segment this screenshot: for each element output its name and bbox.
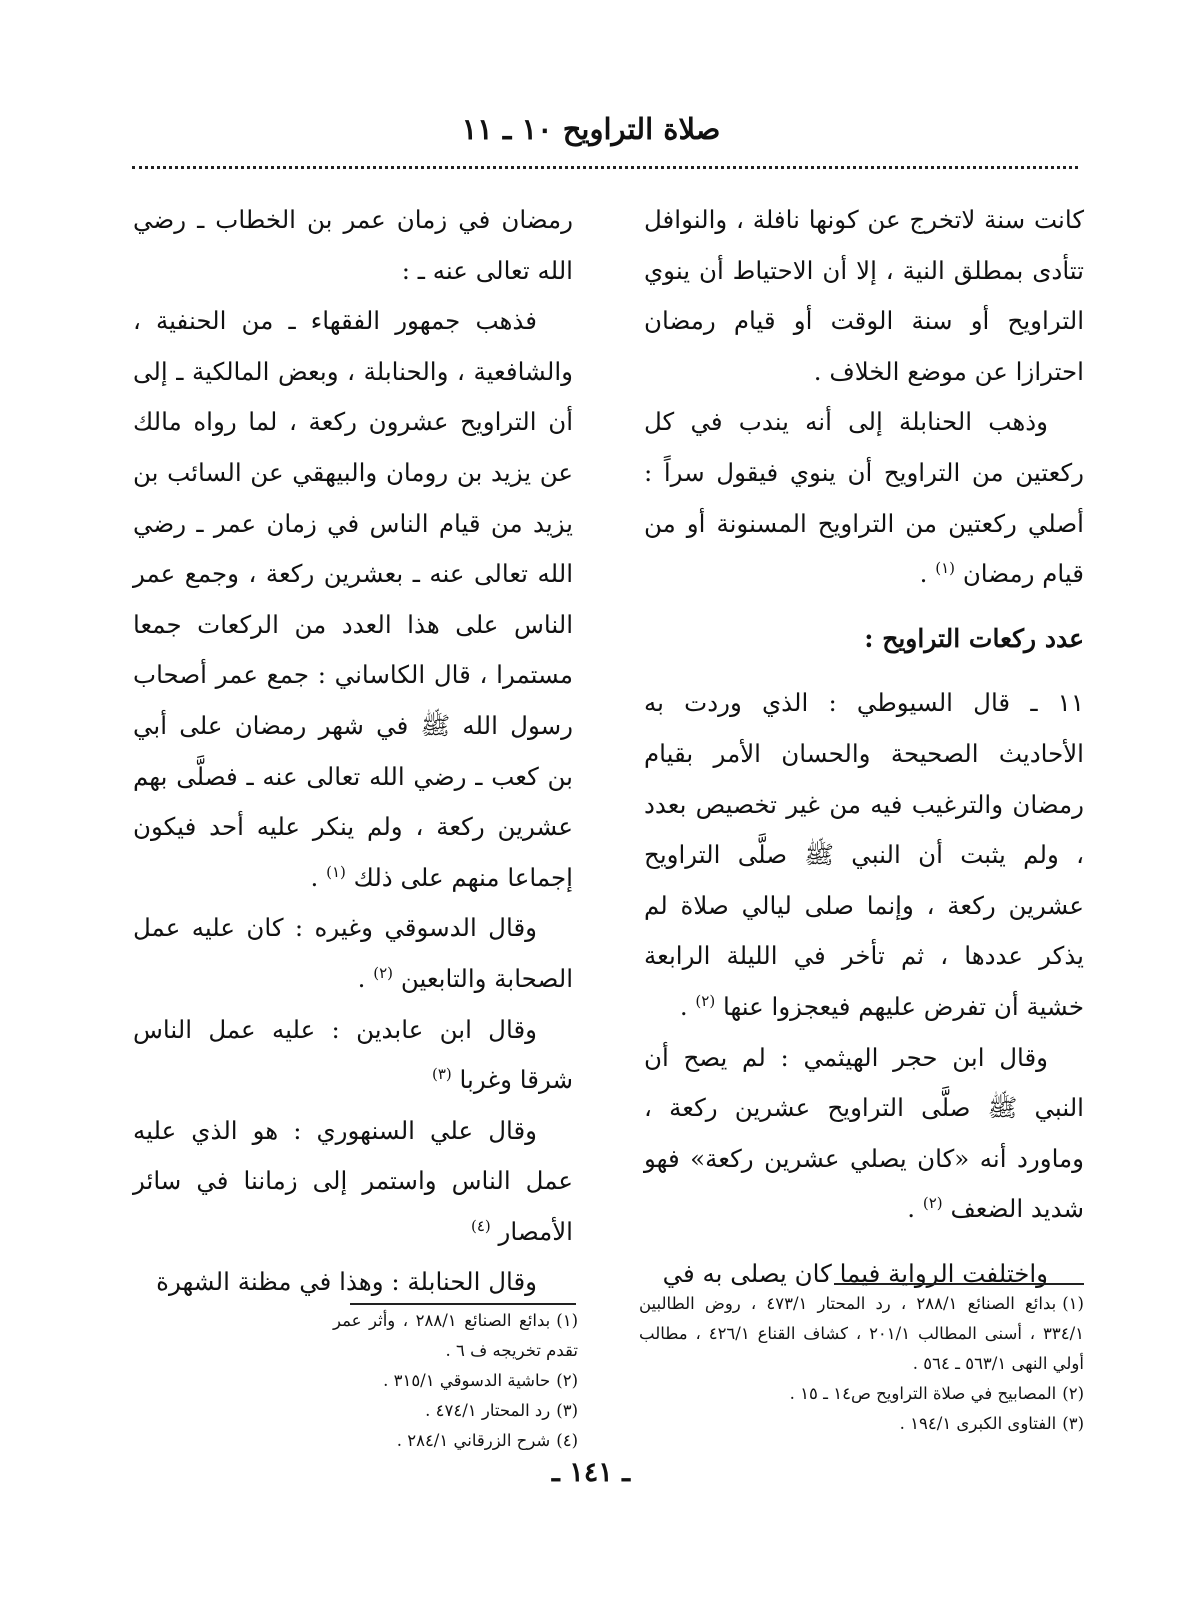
footnote bbox=[639, 1409, 1084, 1439]
paragraph-text: ١١ ـ قال السيوطي : الذي وردت به الأحاديث الصحيحة والحسان الأمر بقيام رمضان والترغيب فيه من غير تخصيص بعدد ، ولم يثبت أن النبي ﷺ صلَّى التراويح عشرين ركعة ، وإنما صلى ليالي صلاة لم يذكر عددها ، ثم تأخر في الليلة الرابعة خشية أن تفرض عليهم فيعجزوا عنها bbox=[644, 688, 1084, 1021]
footnote-ref: (٣) bbox=[431, 1064, 452, 1083]
paragraph bbox=[644, 678, 1084, 1032]
paragraph bbox=[133, 1106, 573, 1258]
paragraph-text: واختلفت الرواية فيما كان يصلى به في bbox=[662, 1258, 1048, 1288]
footnote-rule-left bbox=[350, 1303, 576, 1305]
paragraph-text: وقال ابن عابدين : عليه عمل الناس شرقا وغربا bbox=[133, 1014, 573, 1095]
footnote-number: (٢) bbox=[556, 1371, 578, 1390]
footnote bbox=[639, 1289, 1084, 1379]
footnote bbox=[639, 1379, 1084, 1409]
paragraph bbox=[133, 903, 573, 1004]
paragraph-text: وقال الدسوقي وغيره : كان عليه عمل الصحابة والتابعين bbox=[133, 913, 573, 993]
footnote-number: (١) bbox=[1062, 1294, 1084, 1313]
paragraph bbox=[644, 397, 1084, 599]
paragraph bbox=[133, 296, 573, 903]
footnote-text: المصابيح في صلاة التراويح ص١٤ ـ ١٥ . bbox=[789, 1384, 1057, 1403]
footnote-rule-right bbox=[834, 1283, 1084, 1285]
footnote bbox=[333, 1426, 578, 1456]
paragraph bbox=[644, 195, 1084, 397]
paragraph-end: . bbox=[907, 1194, 916, 1224]
header-dotted-rule bbox=[132, 166, 1078, 169]
footnote-ref: (٢) bbox=[922, 1194, 943, 1213]
paragraph-text: فذهب جمهور الفقهاء ـ من الحنفية ، والشافعية ، والحنابلة ، وبعض المالكية ـ إلى أن التراويح عشرون ركعة ، لما رواه مالك عن يزيد بن رومان والبيهقي عن السائب بن يزيد من قيام الناس في زمان عمر ـ رضي الله تعالى عنه ـ بعشرين ركعة ، وجمع عمر الناس على هذا العدد من الركعات جمعا مستمرا ، قال الكاساني : جمع عمر أصحاب رسول الله ﷺ في شهر رمضان على أبي بن كعب ـ رضي الله تعالى عنه ـ فصلَّى بهم عشرين ركعة ، ولم ينكر عليه أحد فيكون إجماعا منهم على ذلك bbox=[133, 306, 573, 892]
footnote-ref: (٤) bbox=[470, 1216, 491, 1235]
paragraph bbox=[133, 1005, 573, 1106]
paragraph-text: وقال علي السنهوري : هو الذي عليه عمل الناس واستمر إلى زماننا في سائر الأمصار bbox=[133, 1115, 573, 1246]
footnote-text: بدائع الصنائع ٢٨٨/١ ، وأثر عمر تقدم تخريجه ف ٦ . bbox=[333, 1311, 578, 1360]
footnote bbox=[333, 1396, 578, 1426]
paragraph bbox=[133, 195, 573, 296]
footnote-number: (١) bbox=[556, 1311, 578, 1330]
paragraph-text: وذهب الحنابلة إلى أنه يندب في كل ركعتين من التراويح أن ينوي فيقول سراً : أصلي ركعتين من التراويح المسنونة أو من قيام رمضان bbox=[644, 407, 1084, 589]
footnote-ref: (١) bbox=[326, 862, 346, 881]
spacer bbox=[644, 1235, 1084, 1249]
footnote-number: (٣) bbox=[556, 1401, 578, 1420]
paragraph bbox=[644, 1033, 1084, 1235]
spacer bbox=[644, 664, 1084, 678]
footnote bbox=[333, 1366, 578, 1396]
footnote-number: (٤) bbox=[556, 1431, 578, 1450]
paragraph-end: . bbox=[310, 862, 319, 892]
footnote-text: بدائع الصنائع ٢٨٨/١ ، رد المحتار ٤٧٣/١ ، روض الطالبين ٣٣٤/١ ، أسنى المطالب ٢٠١/١ ، كشاف القناع ٤٢٦/١ ، مطالب أولي النهى ٥٦٣/١ ـ ٥٦٤ . bbox=[639, 1294, 1084, 1373]
paragraph-text: رمضان في زمان عمر بن الخطاب ـ رضي الله تعالى عنه ـ : bbox=[133, 205, 573, 285]
left-column bbox=[133, 195, 573, 1308]
paragraph-text: وقال ابن حجر الهيثمي : لم يصح أن النبي ﷺ صلَّى التراويح عشرين ركعة ، وماورد أنه «كان يصلي عشرين ركعة» فهو شديد الضعف bbox=[644, 1042, 1084, 1224]
footnote-text: حاشية الدسوقي ٣١٥/١ . bbox=[383, 1371, 551, 1390]
footnote-ref: (٢) bbox=[695, 991, 716, 1010]
footnote-text: شرح الزرقاني ٢٨٤/١ . bbox=[396, 1431, 551, 1450]
footnote-number: (٣) bbox=[1062, 1414, 1084, 1433]
footnotes-right bbox=[639, 1289, 1084, 1439]
section-heading: عدد ركعات التراويح : bbox=[864, 623, 1084, 653]
running-header-title: صلاة التراويح ١٠ ـ ١١ bbox=[461, 112, 721, 146]
page-number: ـ ١٤١ ـ bbox=[551, 1457, 631, 1488]
paragraph-end: . bbox=[679, 991, 688, 1021]
paragraph bbox=[133, 1257, 573, 1308]
paragraph-end: . bbox=[919, 559, 928, 589]
footnote bbox=[333, 1306, 578, 1366]
paragraph-text: وقال الحنابلة : وهذا في مظنة الشهرة bbox=[156, 1267, 537, 1297]
right-column bbox=[644, 195, 1084, 1299]
footnote-ref: (١) bbox=[935, 559, 956, 577]
footnotes-left bbox=[333, 1306, 578, 1456]
spacer bbox=[644, 600, 1084, 614]
footnote-ref: (٢) bbox=[373, 963, 394, 982]
paragraph-end: . bbox=[357, 963, 366, 993]
paragraph-text: كانت سنة لاتخرج عن كونها نافلة ، والنوافل تتأدى بمطلق النية ، إلا أن الاحتياط أن ينوي التراويح أو سنة الوقت أو قيام رمضان احترازا عن موضع الخلاف . bbox=[644, 205, 1084, 386]
footnote-text: رد المحتار ٤٧٤/١ . bbox=[425, 1401, 551, 1420]
footnote-text: الفتاوى الكبرى ١٩٤/١ . bbox=[899, 1414, 1057, 1433]
footnote-number: (٢) bbox=[1062, 1384, 1084, 1403]
